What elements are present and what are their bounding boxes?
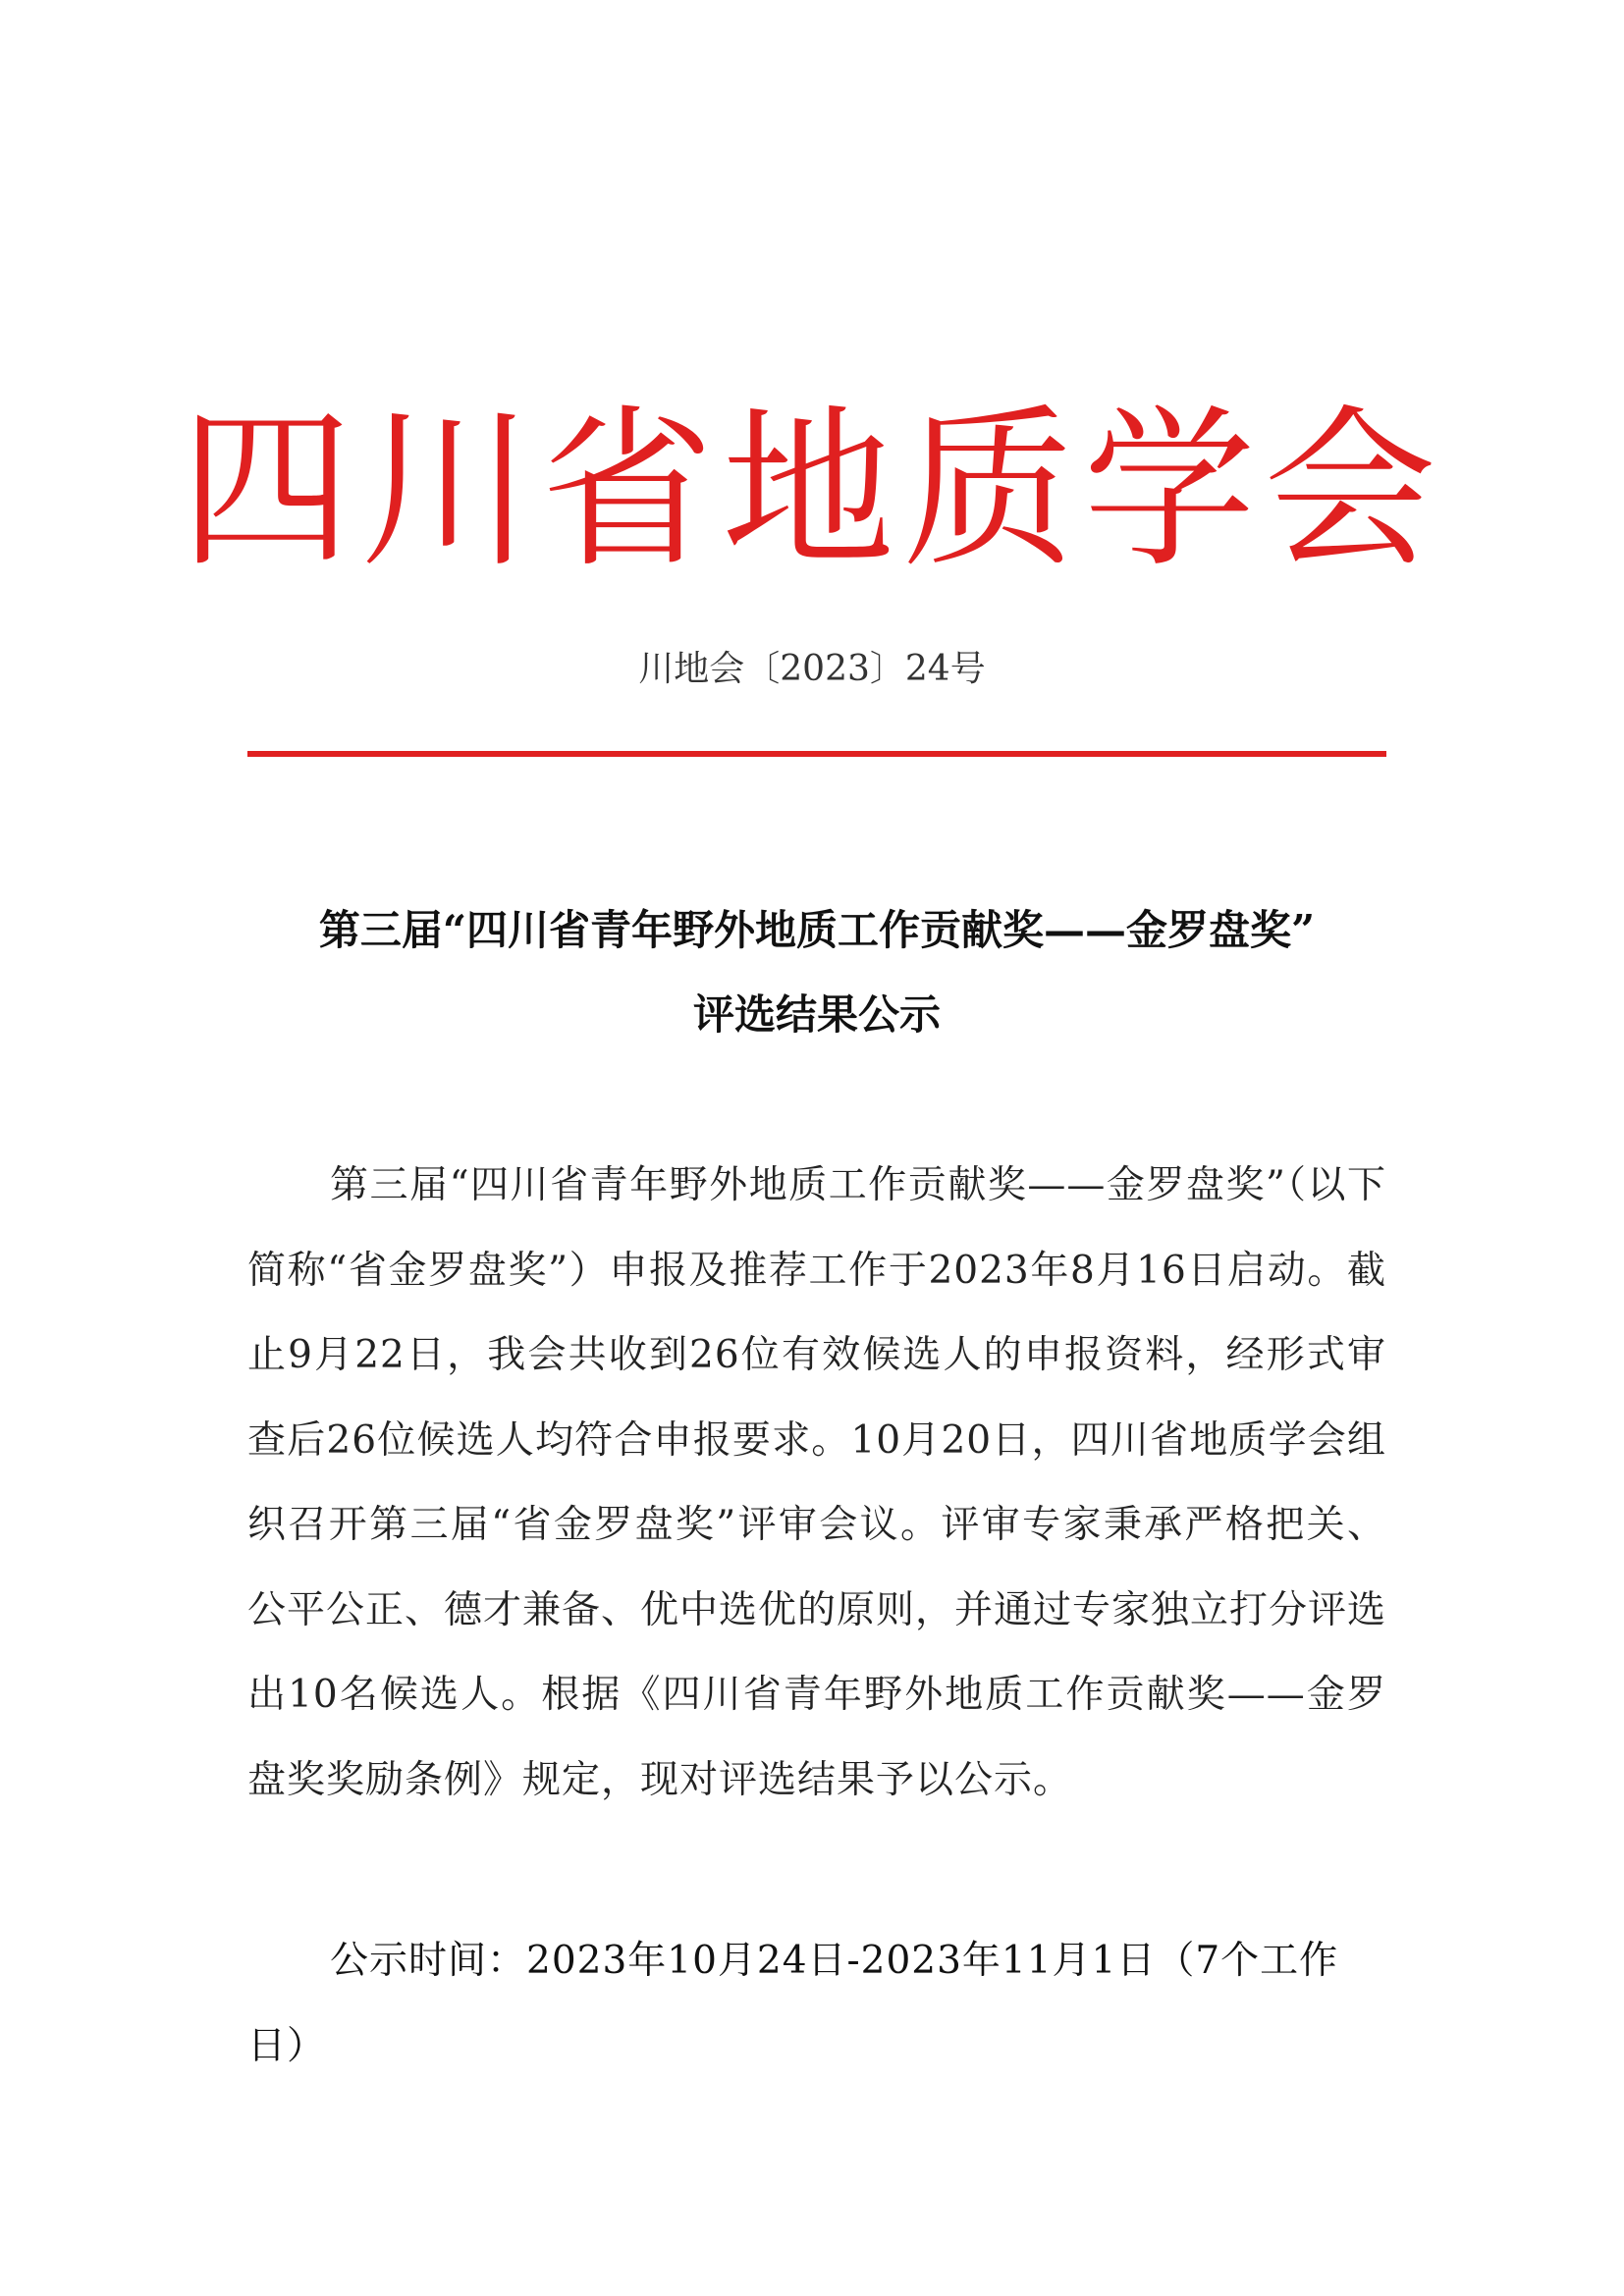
title-line-2: 评选结果公示 <box>692 990 941 1039</box>
document-number: 川地会〔2023〕24号 <box>638 649 986 689</box>
publication-time: 公示时间：2023年10月24日-2023年11月1日（7个工作日） <box>247 1939 1339 2068</box>
red-divider-line <box>247 751 1386 757</box>
body-paragraph: 第三届“四川省青年野外地质工作贡献奖——金罗盘奖”（以下简称“省金罗盘奖”）申报及推荐工作于2023年8月16日启动。截止9月22日，我会共收到26位有效候选人的申报资料，经形式审查后26位候选人均符合申报要求。10月20日，四川省地质学会组织召开第三届“省金罗盘奖”评审会议。评审专家秉承严格把关、公平公正、德才兼备、优中选优的原则，并通过专家独立打分评选出10名候选人。根据《四川省青年野外地质工作贡献奖——金罗盘奖奖励条例》规定，现对评选结果予以公示。 <box>247 1163 1387 1802</box>
title-line-1: 第三届“四川省青年野外地质工作贡献奖——金罗盘奖” <box>318 906 1316 954</box>
organization-masthead: 四川省地质学会 <box>179 390 1444 591</box>
document-title <box>247 888 1386 1057</box>
